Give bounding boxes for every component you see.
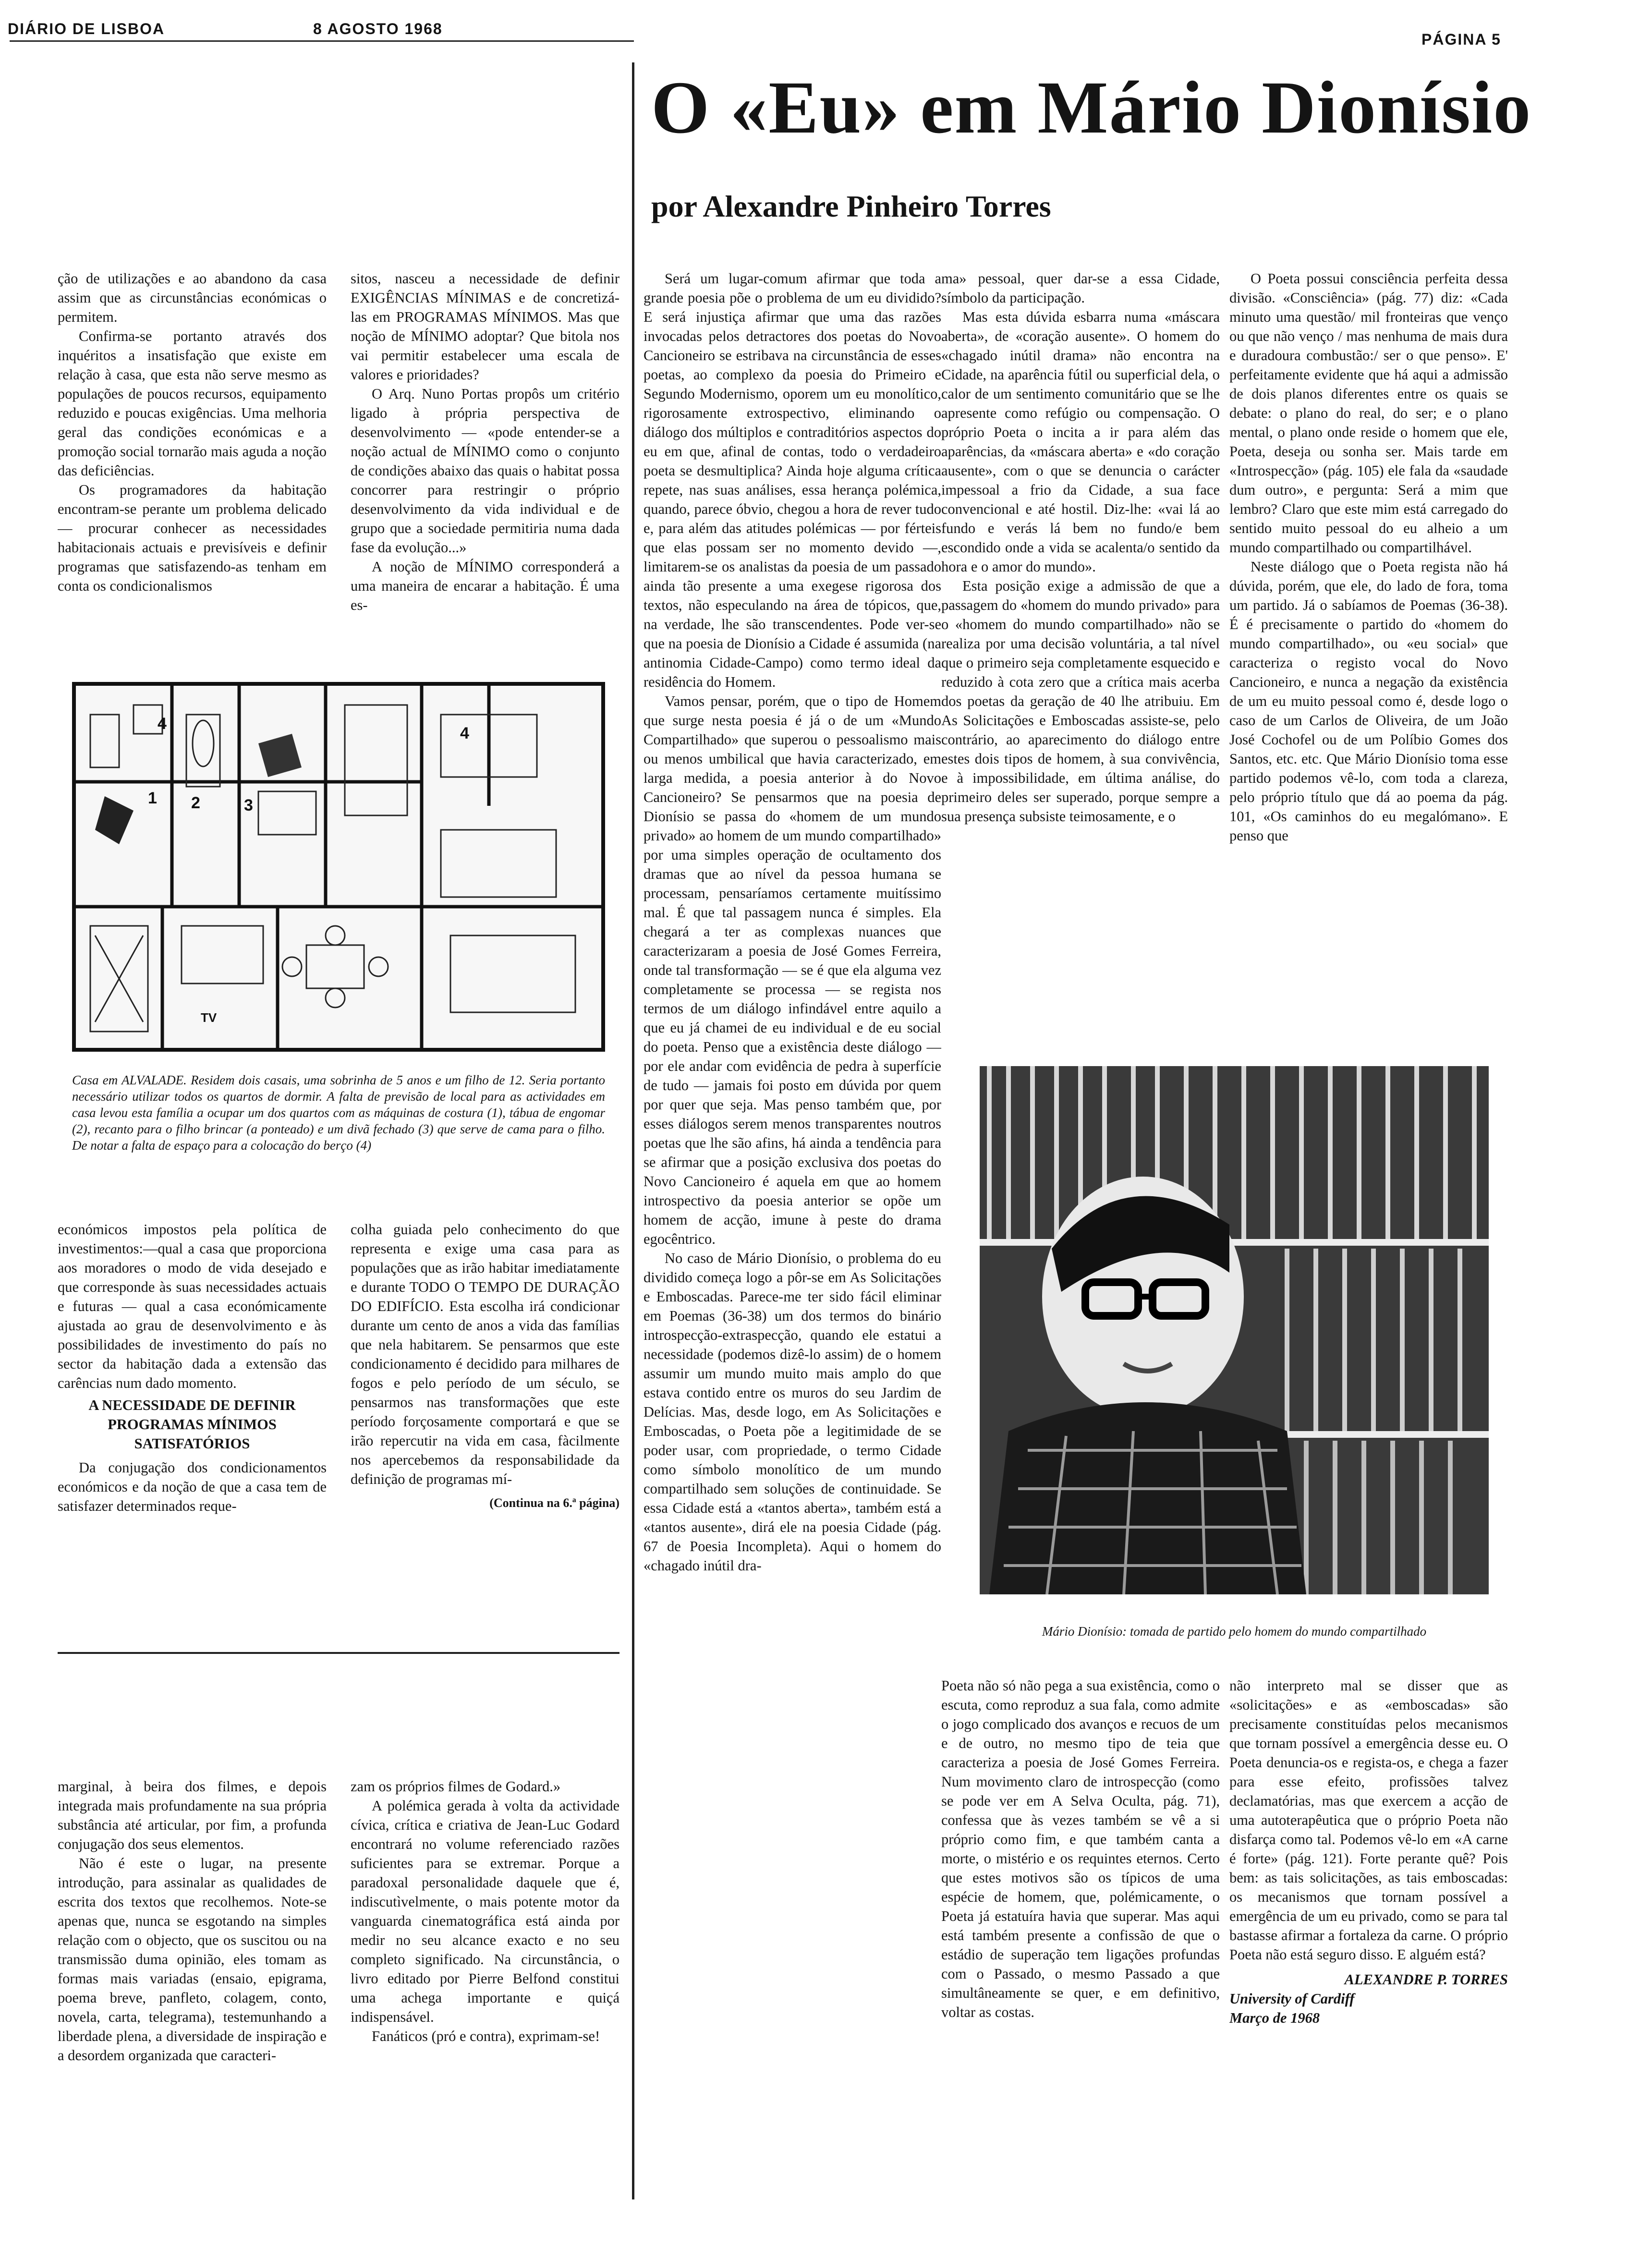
paragraph: Vamos pensar, porém, que o tipo de Homem que surge nesta poesia é já o de um «Mundo Compartilhado» que superou o pessoalismo mais ou menos umbilical que havia caracterizado, em larga medida, a poesia anterior à do Novo Cancioneiro? Se pensarmos que na poesia de Dionísio se passa do «homem de um mundo privado» ao homem de um mundo compartilhado» por uma simples operação de ocultamento dos dramas que ao nível da pessoa humana se processam, pensaríamos certamente muitíssimo mal. É que tal passagem nunca é simples. Ela chegará a ter as complexas nuances que caracterizaram a poesia de José Gomes Ferreira, onde tal transformação — se é que ela alguma vez completamente se processa — se regista nos termos de um diálogo infindável entre aquilo a que eu já chamei de eu individual e de eu social do poeta. Penso que a existência deste diálogo — por ele andar com evidência de pedra à superfície de tudo — jamais foi posto em dúvida por quem por quer que seja. Mas penso também que, por esses diálogos serem menos transparentes noutros poetas que lhe são afins, há ainda a tendência para se afirmar que a posição exclusiva dos poetas do Novo Cancioneiro é aquela em que ao homem introspectivo da poesia anterior se opõe um homem de acção, imune à peste do drama egocêntrico. — [644, 693, 941, 1247]
housing-column-1-upper — [58, 269, 327, 668]
paragraph: Poeta não só não pega a sua existência, como o escuta, como reproduz a sua fala, como admite o jogo complicado dos avanços e recuos de um e de outro, no mesmo tipo de teia que caracteriza a poesia de José Gomes Ferreira. Num movimento claro de introspecção (como se pode ver em A Selva Oculta, pág. 71), confessa que às vezes também se vê a si próprio como fim, e que também canta a morte, o mistério e os requintes eternos. Certo que estes motivos são os típicos de uma espécie de homem, que, polémicamente, o Poeta já estatuíra havia que superar. Mas aqui está também presente a confissão de que o estádio de superação tem ligações profundas com o Passado, o mesmo Passado a que simultâneamente se quer, e em definitivo, voltar as costas. — [941, 1677, 1220, 2020]
signature-date: Março de 1968 — [1229, 2010, 1320, 2026]
housing-column-2-upper — [351, 269, 620, 668]
essay-column-2 — [941, 269, 1220, 1028]
godard-column-1 — [58, 1777, 327, 2209]
article-byline: por Alexandre Pinheiro Torres — [651, 189, 1051, 223]
essay-column-rule — [632, 62, 634, 2199]
caption-text: Casa em ALVALADE. Residem dois casais, uma sobrinha de 5 anos e um filho de 12. Seria portanto necessário utilizar todos os quartos de dormir. A falta de previsão de local para as actividades em casa levou esta família a ocupar um dos quartos com as máquinas de costura (1), tábua de engomar (2), recanto para o filho brincar (a ponteado) e um divã fechado (3) que serve de cama para o filho. De notar a falta de espaço para a colocação do berço (4) — [72, 1073, 605, 1153]
plan-label: TV — [201, 1010, 217, 1025]
caption-text: Mário Dionísio: tomada de partido pelo homem do mundo compartilhado — [1042, 1624, 1427, 1639]
paragraph: Os programadores da habitação encontram-se perante um problema delicado — procurar conhecer as necessidades habitacionais actuais e previsíveis e definir programas que satisfazendo-as tenham em conta os condicionalismos — [58, 482, 327, 594]
paragraph: Esta posição exige a admissão de que a passagem do «homem do mundo privado» para o «homem do mundo compartilhado» não se realiza por uma decisão voluntária, a tal nível que o primeiro seja completamente esquecido e reduzido à cota zero que a crítica mais acerba dos poetas da geração de 40 lhe atribuiu. Em As Solicitações e Emboscadas assiste-se, pelo contrário, ao aparecimento do diálogo entre estes dois tipos de homem, à sua convivência, e à impossibilidade, em última análise, do primeiro deles ser superado, porque sempre a sua presença subsiste teimosamente, e o — [941, 578, 1220, 825]
section-subheading: A NECESSIDADE DE DEFINIR PROGRAMAS MÍNIMOS SATISFATÓRIOS — [88, 1397, 296, 1452]
housing-column-2-lower — [351, 1220, 620, 1594]
continued-note: (Continua na 6.ª página) — [489, 1496, 620, 1510]
author-affiliation: University of Cardiff — [1229, 1991, 1355, 2007]
paragraph: O Poeta possui consciência perfeita dessa divisão. «Consciência» (pág. 77) diz: «Cada minuto uma questão/ mil fronteiras que venço ou que não venço / mas nenhuma de mais dura e duradoura combustão:/ ser o que penso». E' perfeitamente evidente que há aqui a admissão de dois planos diferentes entre os quais se debate: o plano do real, do ser; e o plano mental, o plano onde reside o homem que ele, Poeta, deseja ou sonha ser. Mais tarde em «Introspecção» (pág. 105) ele fala da «saudade dum outro», e pergunta: Será a mim que lembro? Claro que este mim está carregado do sentido muito pessoal do eu alheio a um mundo compartilhado ou compartilhável. — [1229, 270, 1508, 556]
paragraph: A polémica gerada à volta da actividade cívica, crítica e criativa de Jean-Luc Godard encontrará no volume referenciado razões suficientes para se extremar. Porque a paradoxal personalidade daquele que é, indiscutìvelmente, o mais potente motor da vanguarda cinematográfica está ainda por medir no seu alcance exacto e no seu completo significado. Na circunstância, o livro editado por Pierre Belfond constitui uma achega importante e quiçá indispensável. — [351, 1797, 620, 2025]
paragraph: Da conjugação dos condicionamentos económicos e da noção de que a casa tem de satisfazer determinados reque- — [58, 1459, 327, 1514]
article-title: O «Eu» em Mário Dionísio — [651, 66, 1532, 149]
paragraph: ção de utilizações e ao abandono da casa assim que as circunstâncias económicas o permitem. — [58, 270, 327, 325]
paragraph: económicos impostos pela política de investimentos:—qual a casa que proporciona aos moradores o modo de vida desejado e que corresponde às suas necessidades actuais e futuras — qual a casa económicamente ajustada ao grau de desenvolvimento e às possibilidades de investimento do país no sector da habitação dada a extensão das carências num dado momento. — [58, 1221, 327, 1391]
essay-column-2-lower — [941, 1676, 1220, 2204]
paragraph: ma» pessoal, quer dar-se a essa Cidade, símbolo da participação. — [941, 270, 1220, 306]
section-rule — [58, 1652, 620, 1654]
floor-plan-caption — [72, 1072, 605, 1154]
paragraph: não interpreto mal se disser que as «solicitações» e as «emboscadas» são precisamente constituídas pelos mecanismos que tornam possível a emergência desse eu. O Poeta denuncia-os e regista-os, e chega a fazer para esse efeito, profissões talvez declamatórias, mas que exercem a acção de uma autoterapêutica que o próprio Poeta não disfarça como tal. Podemos vê-lo em «A carne é forte» (pág. 121). Forte perante quê? Pois bem: as tais solicitações, as tais emboscadas: os mecanismos que tornam possível a emergência de um eu privado, como se para tal bastasse afirmar a fortaleza da carne. O próprio Poeta não está seguro disso. E alguém está? — [1229, 1677, 1508, 1963]
author-signature: ALEXANDRE P. TORRES — [1344, 1971, 1508, 1988]
floor-plan — [72, 682, 605, 1052]
page-number: PÁGINA 5 — [1421, 31, 1501, 48]
godard-column-2 — [351, 1777, 620, 2209]
newspaper-name: DIÁRIO DE LISBOA — [8, 20, 165, 37]
paragraph: Mas esta dúvida esbarra numa «máscara aberta», de «coração ausente». O homem do «chagado inútil drama» não encontra na Cidade, na aparência fútil ou superficial dela, o calor de um sentimento comunitário que se lhe apresente como refúgio ou compensação. O próprio Poeta o incita a ir para além das aparências, da «máscara aberta» e «do coração ausente», com o que se denuncia o carácter impessoal a frio da Cidade, a sua face convencional e até hostil. Diz-lhe: «vai lá ao fundo e verás lá bem no fundo/e bem escondido onde a vida se acalenta/o sentido da hora e o amor do mundo». — [941, 309, 1220, 575]
plan-label: 2 — [191, 794, 200, 812]
plan-label: 3 — [244, 796, 253, 814]
paragraph: Fanáticos (pró e contra), exprimam-se! — [372, 2028, 600, 2044]
plan-label: 1 — [148, 789, 157, 807]
paragraph: Confirma-se portanto através dos inquéritos a insatisfação que existe em relação à casa, que esta não serve mesmo as populações de poucos recursos, equipamento reduzido e poucas exigências. Uma melhoria geral das condições económicas e a promoção social tornarão mais aguda a noção das deficiências. — [58, 328, 327, 479]
paragraph: Não é este o lugar, na presente introdução, para assinalar as qualidades de escrita dos textos que recolhemos. Note-se apenas que, nunca se esgotando na simples relação com o objecto, que os suscitou ou na transmissão duma opinião, eles tomam as formas mais variadas (ensaio, epigrama, poema breve, panfleto, colagem, conto, novela, carta, telegrama), testemunhando a liberdade plena, a diversidade de inspiração e a desordem organizada que caracteri- — [58, 1855, 327, 2064]
essay-column-3-lower — [1229, 1676, 1508, 2204]
housing-column-1-lower — [58, 1220, 327, 1594]
floor-plan-drawing — [76, 686, 601, 1048]
portrait-image — [980, 1066, 1489, 1594]
paragraph: O Arq. Nuno Portas propôs um critério ligado à própria perspectiva de desenvolvimento — «pode entender-se a noção actual de MÍNIMO como o conjunto de condições abaixo das quais o habitat possa concorrer para restringir o próprio desenvolvimento da vida individual e de grupo que a sociedade permitiria numa dada fase da evolução...» — [351, 386, 620, 556]
author-photo — [980, 1066, 1489, 1594]
plan-label: 4 — [158, 715, 167, 733]
paragraph: colha guiada pelo conhecimento do que representa e exige uma casa para as populações que as irão habitar imediatamente e durante TODO O TEMPO DE DURAÇÃO DO EDIFÍCIO. Esta escolha irá condicionar durante um cento de anos a vida das famílias que nela habitarem. Se pensarmos que este condicionamento é decidido para milhares de fogos e pelo período de um século, se pensarmos nas transformações que este período forçosamente comportará e que se irão repercutir na vida em casa, fàcilmente nos apercebemos da responsabilidade da definição de programas mí- — [351, 1221, 620, 1487]
paragraph: sitos, nasceu a necessidade de definir EXIGÊNCIAS MÍNIMAS e de concretizá-las em PROGRAMAS MÍNIMOS. Mas que noção de MÍNIMO adoptar? Que bitola nos vai permitir estabelecer uma escala de valores e prioridades? — [351, 270, 620, 383]
paragraph: A noção de MÍNIMO corresponderá a uma maneira de encarar a habitação. É uma es- — [351, 559, 620, 613]
paragraph: Neste diálogo que o Poeta regista não há dúvida, porém, que ele, do lado de fora, toma um partido. Já o sabíamos de Poemas (36-38). É é precisamente o partido do «homem do mundo compartilhado», ou «eu social» que caracteriza o registo vocal do Novo Cancioneiro, e nunca a negação da existência de um eu muito pessoal como é, desde logo o caso de um Carlos de Oliveira, de um João José Cochofel ou de um Políbio Gomes dos Santos, etc. etc. Que Mário Dionísio toma esse partido podemos vê-lo, com toda a clareza, pelo próprio título que dá ao poema da pág. 101, «Os caminhos do eu megalómano». E penso que — [1229, 559, 1508, 844]
issue-date: 8 AGOSTO 1968 — [313, 20, 443, 37]
header-rule — [10, 40, 634, 42]
paragraph: Será um lugar-comum afirmar que toda a grande poesia põe o problema de um eu dividido? E será injustiça afirmar que uma das razões invocadas pelos detractores dos poetas do Novo Cancioneiro se estribava na circunstância de esses poetas, ao complexo da poesia do Primeiro e Segundo Modernismo, oporem um eu monolítico, rigorosamente extrospectivo, eliminando o diálogo dos múltiplos e contraditórios aspectos do eu em que, afinal de contas, todo o verdadeiro poeta se desmultiplica? Ainda hoje alguma crítica repete, nas suas análises, essa herança polémica, quando, parece óbvio, chegou a hora de rever tudo e, para além das atitudes polémicas — por férteis que elas possam ser no momento devido —, limitarem-se os analistas da poesia de um passado ainda tão presente a uma exegese rigorosa dos textos, não especulando na área de tópicos, que, na verdade, lhe são transcendentes. Pode ver-se que na poesia de Dionísio a Cidade é assumida (na antinomia Cidade-Campo) como termo ideal da residência do Homem. — [644, 270, 941, 690]
paragraph: No caso de Mário Dionísio, o problema do eu dividido começa logo a pôr-se em As Solicitações e Emboscadas. Parece-me ter sido fácil eliminar em Poemas (36-38) um dos termos do binário introspecção-extraspecção, quando ele estatui a necessidade (podemos dizê-lo assim) de o homem assumir um mundo muito mais amplo do que estava contido entre os muros do seu Jardim de Delícias. Mas, desde logo, em As Solicitações e Emboscadas, o Poeta põe a legitimidade de se poder usar, com propriedade, o termo Cidade como símbolo monolítico de um mundo compartilhado sem soluções de continuidade. Se essa Cidade está a «tantos aberta», também está a «tantos ausente», dirá ele na poesia Cidade (pág. 67 de Poesia Incompleta). Aqui o homem do «chagado inútil dra- — [644, 1250, 941, 1574]
plan-label: 4 — [460, 724, 469, 742]
paragraph: zam os próprios filmes de Godard.» — [351, 1778, 561, 1795]
essay-column-1 — [644, 269, 941, 2190]
photo-caption — [980, 1623, 1489, 1640]
essay-column-3 — [1229, 269, 1508, 1028]
paragraph: marginal, à beira dos filmes, e depois integrada mais profundamente na sua própria substância até articular, por fim, a profunda conjugação dos seus elementos. — [58, 1778, 327, 1852]
